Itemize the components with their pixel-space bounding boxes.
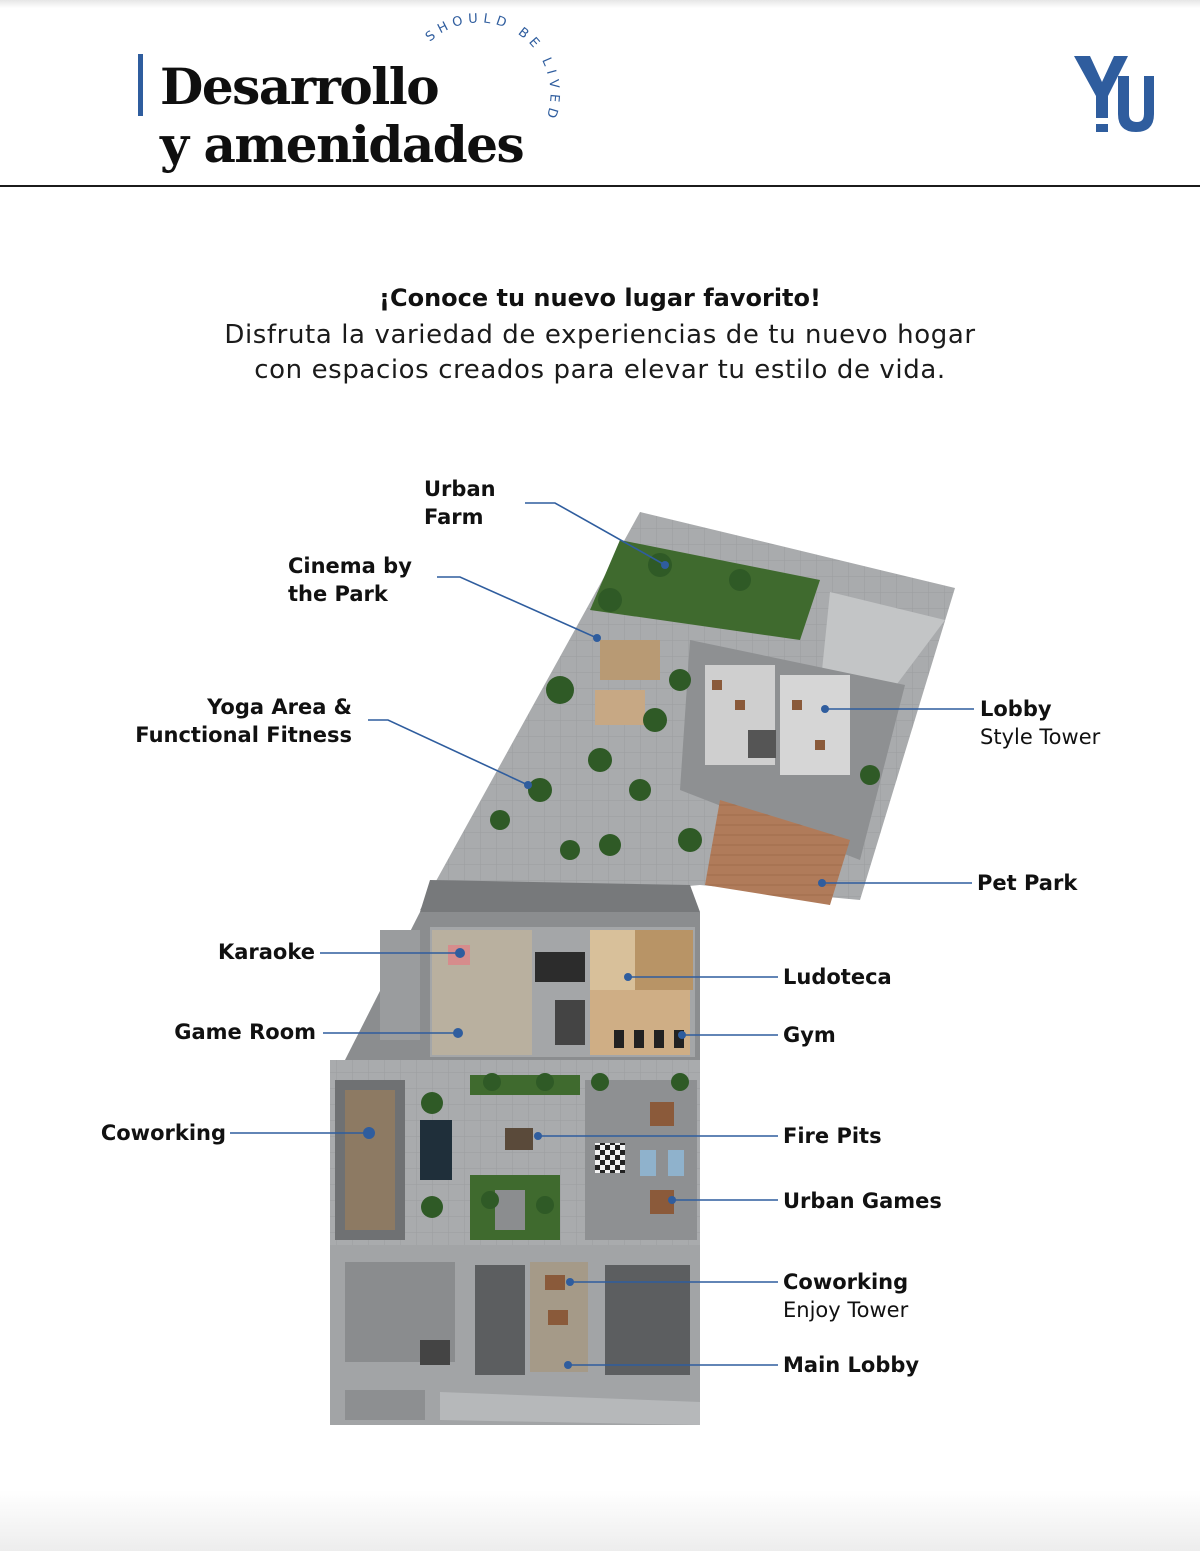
label-cinema-line-2: the Park	[288, 582, 388, 606]
label-lobby-style-name: Lobby	[980, 697, 1052, 721]
intro-line-2: con espacios creados para elevar tu estilo de vida.	[254, 355, 946, 385]
lower-plaza	[330, 1060, 700, 1245]
bottom-edge-shade	[0, 1490, 1200, 1551]
label-main-lobby: Main Lobby	[783, 1353, 920, 1377]
label-pet-park: Pet Park	[977, 871, 1078, 895]
page-title-line-1: Desarrollo	[160, 57, 439, 116]
upper-park-block	[420, 512, 955, 912]
bottom-towers	[330, 1245, 700, 1425]
label-urban-farm-line-2: Farm	[424, 505, 484, 529]
badge-text: SHOULD BE LIVED	[422, 11, 562, 125]
label-lobby-style	[980, 695, 1100, 751]
label-lobby-style-tower: Style Tower	[980, 725, 1101, 749]
intro-heading: ¡Conoce tu nuevo lugar favorito!	[379, 284, 821, 312]
label-coworking-enjoy-name: Coworking	[783, 1270, 909, 1294]
label-urban-games: Urban Games	[783, 1189, 942, 1213]
label-karaoke: Karaoke	[217, 940, 315, 964]
label-coworking-enjoy	[783, 1268, 908, 1324]
label-urban-farm	[424, 475, 496, 531]
label-coworking: Coworking	[100, 1121, 226, 1145]
label-fire-pits: Fire Pits	[783, 1124, 882, 1148]
label-yoga-line-1: Yoga Area &	[207, 695, 352, 719]
intro-line-1: Disfruta la variedad de experiencias de tu nuevo hogar	[224, 320, 976, 350]
label-ludoteca: Ludoteca	[783, 965, 892, 989]
page-title-line-2: y amenidades	[160, 115, 524, 174]
label-urban-farm-line-1: Urban	[424, 477, 496, 501]
label-coworking-enjoy-tower: Enjoy Tower	[783, 1298, 909, 1322]
amenity-building	[345, 912, 700, 1060]
label-yoga	[110, 693, 352, 749]
label-cinema-line-1: Cinema by	[288, 554, 412, 578]
label-cinema	[288, 552, 412, 608]
label-game-room: Game Room	[174, 1020, 316, 1044]
label-yoga-line-2: Functional Fitness	[135, 723, 352, 747]
label-gym: Gym	[783, 1023, 836, 1047]
